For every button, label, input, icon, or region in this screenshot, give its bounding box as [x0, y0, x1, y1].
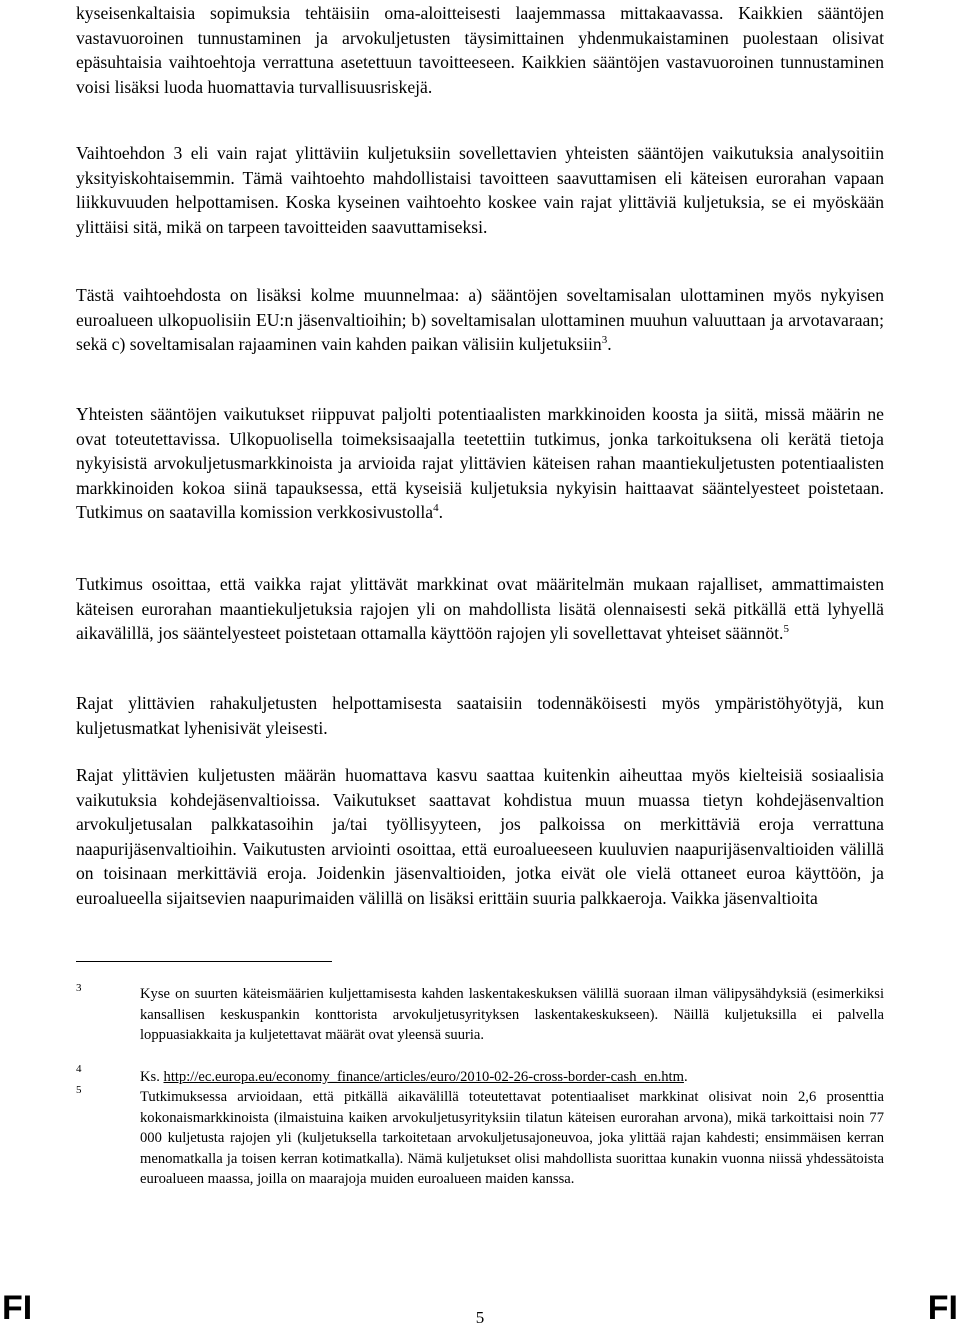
footnote-separator	[76, 961, 332, 962]
paragraph-1-text: kyseisenkaltaisia sopimuksia tehtäisiin oma-aloitteisesti laajemmassa mittakaavassa. Kaikkien sääntöjen vastavuoroinen tunnustaminen ja arvokuljetusten täysimittainen yhdenmukaistaminen puolestaan olisivat epäsuhtaisia vaihtoehtoja verrattuna asetettuun tavoitteeseen. Kaikkien sääntöjen vastavuoroinen tunnustaminen voisi lisäksi luoda huomattavia turvallisuusriskejä.	[76, 3, 884, 97]
paragraph-4-end: .	[438, 502, 443, 523]
footnote-5	[140, 1087, 884, 1190]
paragraph-7	[76, 763, 884, 911]
page-number: 5	[475, 1308, 485, 1327]
paragraph-6	[76, 691, 884, 740]
paragraph-1	[76, 1, 884, 99]
footnote-ref-3: 3	[601, 334, 608, 347]
paragraph-5	[76, 572, 884, 646]
paragraph-3	[76, 283, 884, 357]
footnote-5-text: Tutkimuksessa arvioidaan, että pitkällä aikavälillä toteutettavat potentiaaliset markkinat olisivat noin 2,6 prosenttia kokonaismarkkinoista (ilmaistuina kaiken arvokuljetusyrityksiin tilatun käteisen eurorahan arvona), mikä tarkoittaisi noin 77 000 kuljetusta rajojen yli (kuljetuksella tarkoitetaan arvokuljetusajoneuvoa, joka ylittää rajan kahdesti; ensimmäisen kerran menomatkalla ja toisen kerran kotimatkalla). Nämä kuljetukset olisi mahdollista suorittaa kunakin vuonna niissä yhdessätoista euroalueen maassa, joilla on maarajoja muiden euroalueen maiden kanssa.	[140, 1089, 884, 1187]
footnote-ref-5: 5	[783, 623, 789, 636]
footer-language-left: FI	[2, 1289, 33, 1327]
footnote-3-text: Kyse on suurten käteismäärien kuljettamisesta kahden laskentakeskuksen välillä suoraan ilman välipysähdyksiä (esimerkiksi kansallisen keskuspankin konttorista arvokuljetusyrityksen laskentakeskukseen). Näillä kuljetuksilla ei palvella loppuasiakkaita ja kuljetettavat määrät ovat yleensä suuria.	[140, 986, 884, 1043]
paragraph-2-text: Vaihtoehdon 3 eli vain rajat ylittäviin kuljetuksiin sovellettavien yhteisten sääntöjen vaikutuksia analysoitiin yksityiskohtaisemmin. Tämä vaihtoehto mahdollistaisi tavoitteen saavuttamisen eli käteisen eurorahan vapaan liikkuvuuden helpottamisen. Koska kyseinen vaihtoehto koskee vain rajat ylittäviä kuljetuksia, se ei myöskään ylittäisi sitä, mikä on tarpeen tavoitteiden saavuttamiseksi.	[76, 143, 884, 237]
footer-language-right: FI	[927, 1289, 958, 1327]
footnote-4-number: 4	[76, 1063, 82, 1075]
paragraph-3-text: Tästä vaihtoehdosta on lisäksi kolme muunnelmaa: a) sääntöjen soveltamisalan ulottaminen myös nykyisen euroalueen ulkopuolisiin EU:n jäsenvaltioihin; b) soveltamisalan ulottaminen muuhun valuuttaan ja arvotavaraan; sekä c) soveltamisalan rajaaminen vain kahden paikan välisiin kuljetuksiin	[76, 285, 884, 355]
footnote-3	[140, 984, 884, 1046]
paragraph-4-text: Yhteisten sääntöjen vaikutukset riippuvat paljolti potentiaalisten markkinoiden koosta ja siitä, missä määrin ne ovat toteutettavissa. Ulkopuolisella toimeksisaajalla teetettiin tutkimus, jonka tarkoituksena oli kerätä tietoja nykyisistä arvokuljetusmarkkinoista ja arvioida rajat ylittävien käteisen rahan maantiekuljetusten potentiaalisten markkinoiden kokoa siinä tapauksessa, että kyseisiä kuljetuksia nykyisin haittaavat sääntelyesteet poistetaan. Tutkimus on saatavilla komission verkkosivustolla	[76, 404, 884, 523]
paragraph-6-text: Rajat ylittävien rahakuljetusten helpottamisesta saataisiin todennäköisesti myös ympäristöhyötyjä, kun kuljetusmatkat lyhenisivät yleisesti.	[76, 693, 884, 738]
footnote-4	[140, 1067, 884, 1088]
footnote-5-number: 5	[76, 1084, 82, 1096]
paragraph-2	[76, 141, 884, 239]
paragraph-5-text: Tutkimus osoittaa, että vaikka rajat ylittävät markkinat ovat määritelmän mukaan rajalliset, ammattimaisten käteisen eurorahan maantiekuljetuksia rajojen yli on mahdollista lisätä olennaisesti sekä pitkällä että lyhyellä aikavälillä, jos sääntelyesteet poistetaan ottamalla käyttöön rajojen yli sovellettavat yhteiset säännöt.	[76, 574, 884, 644]
footnote-ref-4: 4	[433, 502, 439, 515]
footnote-4-prefix: Ks.	[140, 1069, 164, 1085]
footnote-4-suffix: .	[683, 1069, 688, 1085]
footnote-3-number: 3	[76, 982, 82, 994]
footnote-4-link[interactable]: http://ec.europa.eu/economy_finance/articles/euro/2010-02-26-cross-border-cash_en.htm	[163, 1069, 684, 1085]
paragraph-4	[76, 402, 884, 525]
paragraph-3-end: .	[607, 334, 612, 355]
paragraph-7-text: Rajat ylittävien kuljetusten määrän huomattava kasvu saattaa kuitenkin aiheuttaa myös kielteisiä sosiaalisia vaikutuksia kohdejäsenvaltioissa. Vaikutukset saattavat kohdistua muun muassa tietyn kohdejäsenvaltion arvokuljetusalan palkkatasoihin ja/tai työllisyyteen, jos palkoissa on merkittäviä eroja verrattuna naapurijäsenvaltioihin. Vaikutusten arviointi osoittaa, että euroalueeseen kuuluvien naapurijäsenvaltioiden välillä on toisinaan merkittäviä eroja. Joidenkin jäsenvaltioiden, jotka eivät ole vielä ottaneet euroa käyttöön, ja euroalueella sijaitsevien naapurimaiden välillä on lisäksi erittäin suuria palkkaeroja. Vaikka jäsenvaltioita	[76, 765, 884, 908]
